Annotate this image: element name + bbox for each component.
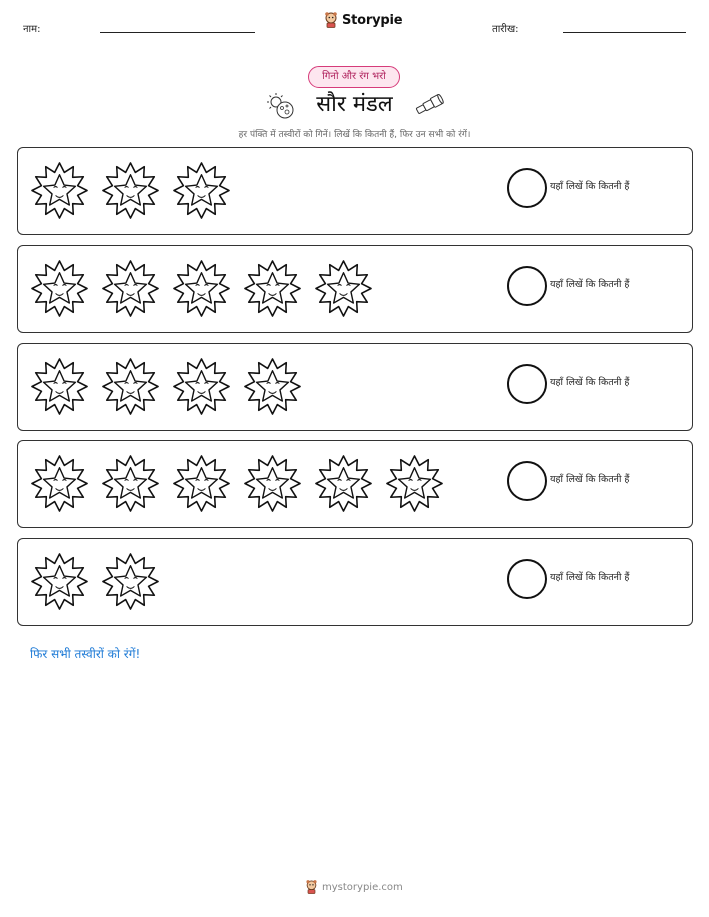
sun-group xyxy=(30,357,302,416)
instructions-text: हर पंक्ति में तस्वीरों को गिनें। लिखें कि कितनी हैं, फिर उन सभी को रंगें। xyxy=(238,130,471,140)
sun-icon xyxy=(385,454,444,513)
telescope-icon xyxy=(413,94,445,116)
footer-instruction: फिर सभी तस्वीरों को रंगें! xyxy=(30,647,141,661)
answer-hint: यहाँ लिखें कि कितनी हैं xyxy=(550,181,630,192)
site-footer xyxy=(305,880,403,894)
date-label: तारीख: xyxy=(492,24,519,35)
storypie-mascot-icon xyxy=(305,880,318,894)
count-row-2 xyxy=(17,245,693,333)
sun-icon xyxy=(172,161,231,220)
page-title: सौर मंडल xyxy=(316,92,393,117)
sun-icon xyxy=(243,454,302,513)
sun-icon xyxy=(30,454,89,513)
sun-group xyxy=(30,259,373,318)
date-field-line[interactable] xyxy=(563,32,686,33)
count-row-5 xyxy=(17,538,693,626)
sun-group xyxy=(30,161,231,220)
sun-icon xyxy=(30,357,89,416)
sun-icon xyxy=(101,454,160,513)
answer-hint: यहाँ लिखें कि कितनी हैं xyxy=(550,474,630,485)
sun-group xyxy=(30,552,160,611)
sun-icon xyxy=(172,454,231,513)
answer-circle[interactable] xyxy=(507,364,547,404)
sun-icon xyxy=(101,161,160,220)
brand-logo xyxy=(324,12,402,28)
name-field-line[interactable] xyxy=(100,32,255,33)
count-row-3 xyxy=(17,343,693,431)
sun-icon xyxy=(314,259,373,318)
name-label: नाम: xyxy=(23,24,41,35)
sun-icon xyxy=(30,552,89,611)
sun-icon xyxy=(101,357,160,416)
sun-group xyxy=(30,454,444,513)
sun-icon xyxy=(243,357,302,416)
count-row-1 xyxy=(17,147,693,235)
sun-icon xyxy=(172,259,231,318)
answer-circle[interactable] xyxy=(507,266,547,306)
sun-icon xyxy=(172,357,231,416)
sun-icon xyxy=(30,259,89,318)
sun-icon xyxy=(30,161,89,220)
answer-circle[interactable] xyxy=(507,168,547,208)
answer-circle[interactable] xyxy=(507,461,547,501)
sun-icon xyxy=(101,552,160,611)
brand-name: Storypie xyxy=(342,12,403,28)
sun-icon xyxy=(314,454,373,513)
answer-hint: यहाँ लिखें कि कितनी हैं xyxy=(550,572,630,583)
answer-hint: यहाँ लिखें कि कितनी हैं xyxy=(550,279,630,290)
footer-site-url: mystorypie.com xyxy=(322,881,403,893)
storypie-mascot-icon xyxy=(324,12,338,28)
count-row-4 xyxy=(17,440,693,528)
answer-hint: यहाँ लिखें कि कितनी हैं xyxy=(550,377,630,388)
activity-badge: गिनो और रंग भरो xyxy=(308,66,400,88)
sun-icon xyxy=(243,259,302,318)
sun-icon xyxy=(101,259,160,318)
answer-circle[interactable] xyxy=(507,559,547,599)
